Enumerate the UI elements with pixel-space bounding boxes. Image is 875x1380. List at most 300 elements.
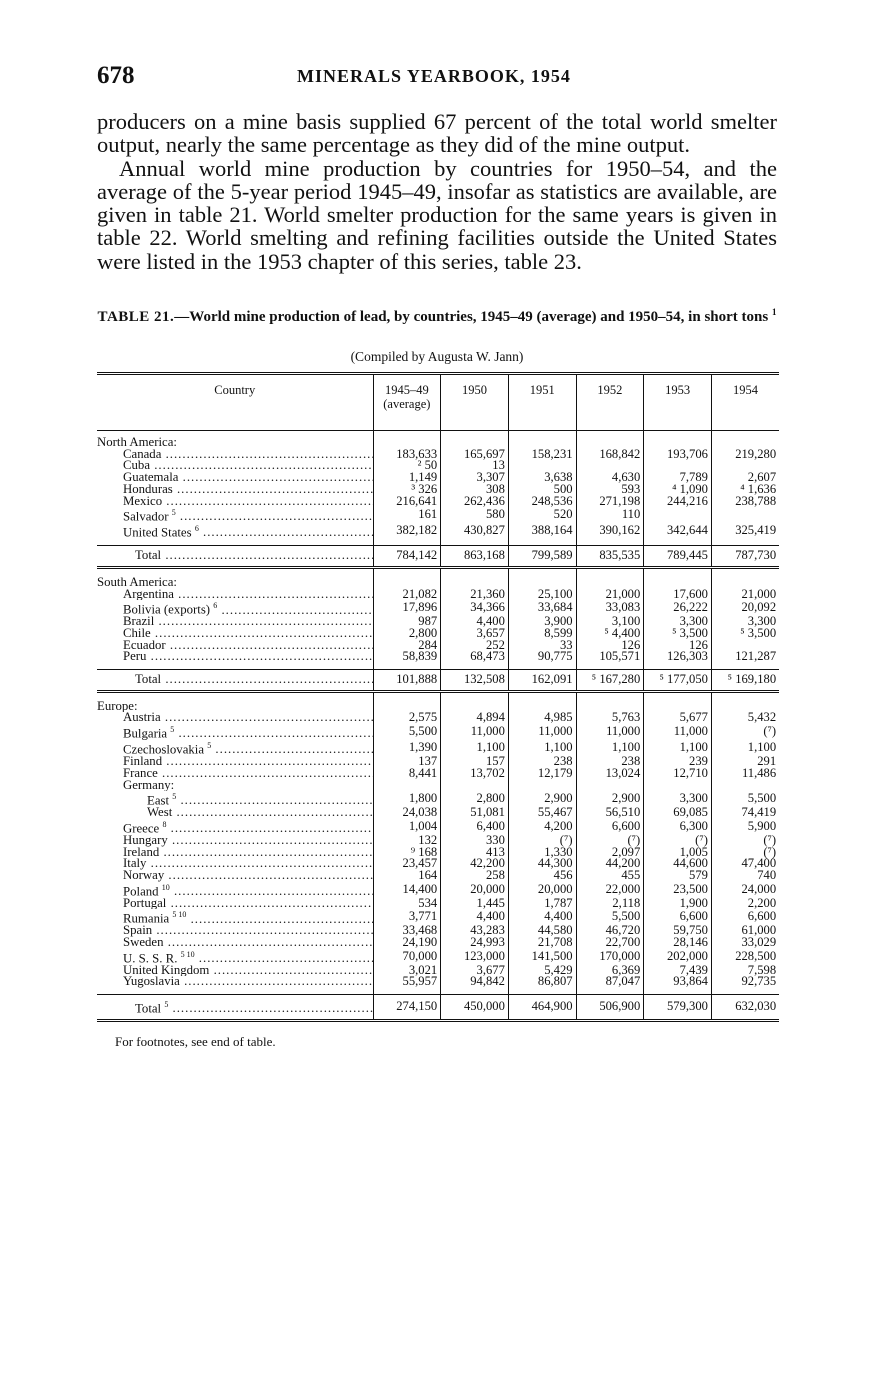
page-number: 678 xyxy=(97,62,135,89)
country-row xyxy=(97,740,779,756)
europe-total-row xyxy=(97,995,779,1021)
value-cell: 799,589 xyxy=(508,546,576,568)
value-cell: 456 xyxy=(508,870,576,882)
value-cell: 24,993 xyxy=(441,937,509,949)
value-cell: 787,730 xyxy=(711,546,779,568)
value-cell xyxy=(508,780,576,792)
row-label-text: France xyxy=(123,767,158,780)
footnote-ref: 6 xyxy=(194,524,199,534)
value-cell: 55,957 xyxy=(373,976,441,988)
value-cell: 58,839 xyxy=(373,651,441,663)
value-cell: 284 xyxy=(373,640,441,652)
row-label-text: East xyxy=(147,793,170,808)
footnote-ref: 8 xyxy=(162,819,167,829)
value-cell: 11,000 xyxy=(644,724,712,740)
value-cell: 252 xyxy=(441,640,509,652)
value-cell: 308 xyxy=(441,484,509,496)
value-cell: ⁵ 3,500 xyxy=(711,628,779,640)
value-cell: 44,200 xyxy=(576,858,644,870)
compiled-by: (Compiled by Augusta W. Jann) xyxy=(350,349,524,364)
col-header-average: 1945–49 (average) xyxy=(373,374,441,431)
value-cell: 784,142 xyxy=(373,546,441,568)
value-cell xyxy=(711,780,779,792)
value-cell: 1,800 xyxy=(373,791,441,807)
value-cell: 7,789 xyxy=(644,472,712,484)
country-row xyxy=(97,807,779,819)
value-cell: 2,607 xyxy=(711,472,779,484)
row-label-text: Norway xyxy=(123,869,165,882)
value-cell: 13,702 xyxy=(441,768,509,780)
value-cell: 520 xyxy=(508,507,576,523)
value-cell: (⁷) xyxy=(644,835,712,847)
value-cell: 105,571 xyxy=(576,651,644,663)
spacer-cell xyxy=(441,691,509,701)
value-cell: 17,896 xyxy=(373,600,441,616)
value-cell: 632,030 xyxy=(711,995,779,1021)
row-label xyxy=(97,724,373,740)
value-cell: 55,467 xyxy=(508,807,576,819)
row-label-text: Sweden xyxy=(123,937,164,949)
page-header xyxy=(97,62,777,92)
value-cell: 3,300 xyxy=(711,616,779,628)
value-cell: 4,400 xyxy=(508,909,576,925)
value-cell: 3,638 xyxy=(508,472,576,484)
value-cell: 5,763 xyxy=(576,712,644,724)
value-cell: 121,287 xyxy=(711,651,779,663)
south-america-total-row xyxy=(97,670,779,692)
value-cell: ³ 326 xyxy=(373,484,441,496)
row-label-text: South America: xyxy=(97,576,177,589)
footnote-reference-note: For footnotes, see end of table. xyxy=(115,1034,276,1049)
value-cell: 137 xyxy=(373,756,441,768)
row-label-text: West xyxy=(147,807,173,819)
row-label xyxy=(97,628,373,640)
value-cell: 28,146 xyxy=(644,937,712,949)
value-cell: 33,029 xyxy=(711,937,779,949)
value-cell xyxy=(711,507,779,523)
value-cell: 3,771 xyxy=(373,909,441,925)
value-cell: ⁴ 1,090 xyxy=(644,484,712,496)
value-cell: 7,439 xyxy=(644,965,712,977)
value-cell: 141,500 xyxy=(508,949,576,965)
value-cell: 22,700 xyxy=(576,937,644,949)
country-row xyxy=(97,589,779,601)
country-row xyxy=(97,523,779,539)
row-label-text: Total xyxy=(135,548,162,563)
value-cell: 464,900 xyxy=(508,995,576,1021)
value-cell: 5,432 xyxy=(711,712,779,724)
row-label-text: Hungary xyxy=(123,834,168,847)
value-cell: 3,677 xyxy=(441,965,509,977)
row-label xyxy=(97,995,373,1021)
value-cell: 244,216 xyxy=(644,496,712,508)
value-cell: 2,118 xyxy=(576,898,644,910)
table-body xyxy=(97,431,779,1021)
table-title: —World mine production of lead, by countries, 1945–49 (average) and 1950–54, in short tons xyxy=(174,309,769,325)
row-label xyxy=(97,807,373,819)
value-cell: 248,536 xyxy=(508,496,576,508)
value-cell: 1,004 xyxy=(373,819,441,835)
value-cell: 6,300 xyxy=(644,819,712,835)
spacer-cell xyxy=(644,691,712,701)
value-cell: 44,600 xyxy=(644,858,712,870)
value-cell: 1,005 xyxy=(644,847,712,859)
value-cell: 1,100 xyxy=(711,740,779,756)
table-caption xyxy=(97,303,777,326)
value-cell: 219,280 xyxy=(711,449,779,461)
row-label-text: Bulgaria xyxy=(123,726,168,741)
value-cell: 1,900 xyxy=(644,898,712,910)
value-cell: 2,800 xyxy=(441,791,509,807)
value-cell: 2,900 xyxy=(576,791,644,807)
value-cell: 6,400 xyxy=(441,819,509,835)
value-cell xyxy=(644,507,712,523)
value-cell: 593 xyxy=(576,484,644,496)
value-cell: 382,182 xyxy=(373,523,441,539)
row-label-text: Rumania xyxy=(123,911,170,926)
caption-footnote-ref: 1 xyxy=(771,307,777,317)
row-label xyxy=(97,546,373,568)
row-label-text: Yugoslavia xyxy=(123,976,180,989)
value-cell: 388,164 xyxy=(508,523,576,539)
value-cell: 6,369 xyxy=(576,965,644,977)
value-cell: 413 xyxy=(441,847,509,859)
country-row xyxy=(97,819,779,835)
value-cell: ⁹ 168 xyxy=(373,847,441,859)
row-label xyxy=(97,819,373,835)
country-row xyxy=(97,496,779,508)
value-cell: 126 xyxy=(576,640,644,652)
spacer-cell xyxy=(711,567,779,577)
row-label xyxy=(97,449,373,461)
row-label-text: Greece xyxy=(123,821,160,835)
value-cell: 42,200 xyxy=(441,858,509,870)
row-label xyxy=(97,670,373,692)
value-cell: 126,303 xyxy=(644,651,712,663)
spacer-cell xyxy=(576,691,644,701)
value-cell: 1,100 xyxy=(441,740,509,756)
row-label xyxy=(97,870,373,882)
value-cell: 3,021 xyxy=(373,965,441,977)
value-cell: 4,200 xyxy=(508,819,576,835)
value-cell: 2,097 xyxy=(576,847,644,859)
spacer-cell xyxy=(644,567,712,577)
value-cell: ⁵ 177,050 xyxy=(644,670,712,692)
value-cell: (⁷) xyxy=(508,835,576,847)
value-cell: 3,657 xyxy=(441,628,509,640)
value-cell: 580 xyxy=(441,507,509,523)
spacer-cell xyxy=(711,691,779,701)
value-cell: 4,985 xyxy=(508,712,576,724)
country-row xyxy=(97,780,779,792)
country-row xyxy=(97,712,779,724)
north-america-total-row xyxy=(97,546,779,568)
row-label-text: Honduras xyxy=(123,483,173,496)
value-cell: ⁵ 3,500 xyxy=(644,628,712,640)
row-label xyxy=(97,589,373,601)
value-cell: 86,807 xyxy=(508,976,576,988)
value-cell: 216,641 xyxy=(373,496,441,508)
country-row xyxy=(97,949,779,965)
body-text xyxy=(97,110,777,273)
spacer-cell xyxy=(576,567,644,577)
value-cell: (⁷) xyxy=(576,835,644,847)
value-cell: 506,900 xyxy=(576,995,644,1021)
value-cell: 14,400 xyxy=(373,882,441,898)
value-cell: 1,100 xyxy=(508,740,576,756)
row-label-text: United Kingdom xyxy=(123,964,210,977)
value-cell: 5,500 xyxy=(711,791,779,807)
value-cell: 5,500 xyxy=(373,724,441,740)
row-label xyxy=(97,496,373,508)
row-label-text: U. S. S. R. xyxy=(123,950,178,965)
value-cell: 228,500 xyxy=(711,949,779,965)
row-label-text: Austria xyxy=(123,712,161,725)
spacer-cell xyxy=(373,691,441,701)
value-cell: 161 xyxy=(373,507,441,523)
value-cell: 70,000 xyxy=(373,949,441,965)
value-cell: 11,000 xyxy=(441,724,509,740)
spacer-cell xyxy=(97,567,373,577)
value-cell: 13 xyxy=(441,460,509,472)
country-row xyxy=(97,628,779,640)
value-cell: 330 xyxy=(441,835,509,847)
value-cell: (⁷) xyxy=(711,847,779,859)
value-cell: 23,500 xyxy=(644,882,712,898)
row-label-text: United States xyxy=(123,525,192,540)
value-cell xyxy=(576,780,644,792)
value-cell: 110 xyxy=(576,507,644,523)
country-row xyxy=(97,724,779,740)
value-cell: 20,000 xyxy=(508,882,576,898)
value-cell: 239 xyxy=(644,756,712,768)
value-cell: 3,100 xyxy=(576,616,644,628)
value-cell: 238,788 xyxy=(711,496,779,508)
value-cell: 25,100 xyxy=(508,589,576,601)
value-cell: 4,894 xyxy=(441,712,509,724)
col-header-1950: 1950 xyxy=(441,374,509,431)
row-label xyxy=(97,712,373,724)
value-cell: 4,400 xyxy=(441,909,509,925)
footnote-ref: 5 10 xyxy=(180,949,195,959)
row-label xyxy=(97,898,373,910)
value-cell: 274,150 xyxy=(373,995,441,1021)
country-row xyxy=(97,768,779,780)
value-cell xyxy=(373,780,441,792)
row-label xyxy=(97,768,373,780)
row-label-text: Czechoslovakia xyxy=(123,742,205,757)
row-label xyxy=(97,651,373,663)
value-cell: 1,330 xyxy=(508,847,576,859)
row-label-text: Bolivia (exports) xyxy=(123,602,211,617)
value-cell: 430,827 xyxy=(441,523,509,539)
value-cell: 7,598 xyxy=(711,965,779,977)
spacer-cell xyxy=(373,567,441,577)
value-cell: (⁷) xyxy=(711,835,779,847)
value-cell: 132,508 xyxy=(441,670,509,692)
value-cell: 92,735 xyxy=(711,976,779,988)
value-cell: 11,000 xyxy=(576,724,644,740)
col-header-1953: 1953 xyxy=(644,374,712,431)
paragraph-annual-production: Annual world mine production by countries for 1950–54, and the average of the 5-year period 1945–49, insofar as statistics are available, are given in table 21. World smelter production for the same years is given in table 22. World smelting and refining facilities outside the United States were listed in the 1953 chapter of this series, table 23. xyxy=(97,155,777,274)
value-cell: 44,580 xyxy=(508,925,576,937)
value-cell: 8,441 xyxy=(373,768,441,780)
value-cell: 33,083 xyxy=(576,600,644,616)
spacer-row xyxy=(97,567,779,577)
row-label-text: Guatemala xyxy=(123,472,179,484)
value-cell: 101,888 xyxy=(373,670,441,692)
row-label-text: Finland xyxy=(123,756,163,768)
value-cell: 183,633 xyxy=(373,449,441,461)
value-cell: 325,419 xyxy=(711,523,779,539)
value-cell: 21,360 xyxy=(441,589,509,601)
value-cell: 455 xyxy=(576,870,644,882)
footnote-ref: 6 xyxy=(213,601,218,611)
col-header-1951: 1951 xyxy=(508,374,576,431)
value-cell: 158,231 xyxy=(508,449,576,461)
row-label xyxy=(97,847,373,859)
value-cell: 61,000 xyxy=(711,925,779,937)
row-label-text: Spain xyxy=(123,925,153,937)
value-cell: 34,366 xyxy=(441,600,509,616)
row-label-text: Total xyxy=(135,1001,162,1016)
value-cell: 11,000 xyxy=(508,724,576,740)
value-cell: 33 xyxy=(508,640,576,652)
value-cell: 8,599 xyxy=(508,628,576,640)
row-label xyxy=(97,949,373,965)
row-label xyxy=(97,791,373,807)
value-cell: 59,750 xyxy=(644,925,712,937)
spacer-cell xyxy=(441,567,509,577)
value-cell: 6,600 xyxy=(711,909,779,925)
spacer-row xyxy=(97,691,779,701)
row-label xyxy=(97,780,373,792)
value-cell: 20,092 xyxy=(711,600,779,616)
row-label xyxy=(97,701,373,713)
value-cell: 33,684 xyxy=(508,600,576,616)
row-label xyxy=(97,756,373,768)
value-cell: 4,630 xyxy=(576,472,644,484)
row-label-text: Cuba xyxy=(123,460,151,473)
value-cell: 56,510 xyxy=(576,807,644,819)
value-cell: 12,179 xyxy=(508,768,576,780)
value-cell: 68,473 xyxy=(441,651,509,663)
value-cell: 22,000 xyxy=(576,882,644,898)
value-cell: 579 xyxy=(644,870,712,882)
value-cell xyxy=(441,780,509,792)
footnote-ref: 5 xyxy=(170,725,175,735)
table-number: TABLE 21. xyxy=(97,309,175,325)
value-cell: 450,000 xyxy=(441,995,509,1021)
value-cell: 342,644 xyxy=(644,523,712,539)
footnote-ref: 5 xyxy=(207,741,212,751)
row-label xyxy=(97,858,373,870)
value-cell: 21,082 xyxy=(373,589,441,601)
value-cell: 21,000 xyxy=(711,589,779,601)
value-cell: 238 xyxy=(576,756,644,768)
row-label xyxy=(97,740,373,756)
country-row xyxy=(97,976,779,988)
country-row xyxy=(97,460,779,472)
row-label-text: Mexico xyxy=(123,495,163,508)
row-label xyxy=(97,472,373,484)
running-title: MINERALS YEARBOOK, 1954 xyxy=(297,66,571,86)
value-cell: 1,787 xyxy=(508,898,576,910)
value-cell: 126 xyxy=(644,640,712,652)
value-cell: 579,300 xyxy=(644,995,712,1021)
row-label-text: Chile xyxy=(123,627,151,640)
country-row xyxy=(97,600,779,616)
row-label xyxy=(97,460,373,472)
country-row xyxy=(97,835,779,847)
col-header-country: Country xyxy=(97,374,373,431)
row-label-text: North America: xyxy=(97,437,177,449)
value-cell: 5,429 xyxy=(508,965,576,977)
row-label xyxy=(97,484,373,496)
value-cell: 390,162 xyxy=(576,523,644,539)
value-cell: 170,000 xyxy=(576,949,644,965)
row-label xyxy=(97,976,373,988)
value-cell: ⁴ 1,636 xyxy=(711,484,779,496)
row-label xyxy=(97,835,373,847)
row-label xyxy=(97,909,373,925)
value-cell: 987 xyxy=(373,616,441,628)
value-cell: 21,708 xyxy=(508,937,576,949)
value-cell: 3,300 xyxy=(644,616,712,628)
country-row xyxy=(97,651,779,663)
value-cell: 5,500 xyxy=(576,909,644,925)
value-cell: 3,300 xyxy=(644,791,712,807)
value-cell: 168,842 xyxy=(576,449,644,461)
value-cell: 5,677 xyxy=(644,712,712,724)
spacer-cell xyxy=(508,567,576,577)
country-row xyxy=(97,882,779,898)
country-row xyxy=(97,449,779,461)
value-cell: (⁷) xyxy=(711,724,779,740)
country-row xyxy=(97,898,779,910)
value-cell: 238 xyxy=(508,756,576,768)
value-cell: 26,222 xyxy=(644,600,712,616)
value-cell: 202,000 xyxy=(644,949,712,965)
footnote-ref: 5 xyxy=(171,508,176,518)
value-cell: 789,445 xyxy=(644,546,712,568)
value-cell: 157 xyxy=(441,756,509,768)
value-cell: 51,081 xyxy=(441,807,509,819)
value-cell: 3,900 xyxy=(508,616,576,628)
row-label-text: Total xyxy=(135,672,162,687)
country-row xyxy=(97,507,779,523)
value-cell: 47,400 xyxy=(711,858,779,870)
country-row xyxy=(97,858,779,870)
europe-heading xyxy=(97,701,779,713)
spacer-cell xyxy=(97,691,373,701)
value-cell: 33,468 xyxy=(373,925,441,937)
row-label-text: Portugal xyxy=(123,897,167,910)
row-label-text: Italy xyxy=(123,858,147,870)
value-cell: 1,100 xyxy=(576,740,644,756)
value-cell: 123,000 xyxy=(441,949,509,965)
row-label-text: Salvador xyxy=(123,509,169,524)
row-label xyxy=(97,523,373,539)
value-cell: 258 xyxy=(441,870,509,882)
value-cell: 165,697 xyxy=(441,449,509,461)
spacer-cell xyxy=(508,691,576,701)
value-cell: 5,900 xyxy=(711,819,779,835)
row-label xyxy=(97,965,373,977)
value-cell: 24,000 xyxy=(711,882,779,898)
value-cell: 43,283 xyxy=(441,925,509,937)
row-label xyxy=(97,577,373,589)
